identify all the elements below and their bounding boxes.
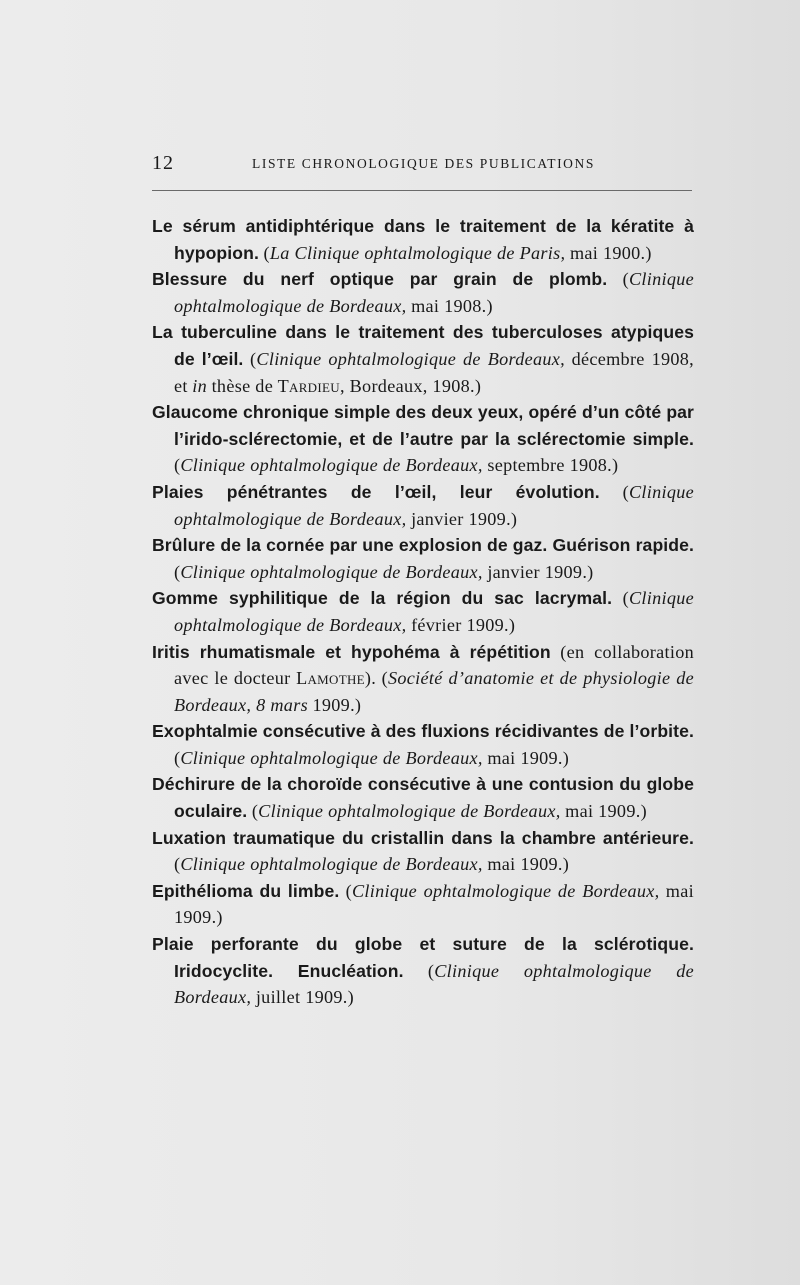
publication-date: février 1909.) <box>411 614 516 635</box>
publication-source: Clinique ophtalmologique de Bordeaux, <box>351 880 660 901</box>
publication-date: mai 1909.) <box>565 801 647 822</box>
publication-entry <box>152 319 694 399</box>
publication-list <box>152 213 694 1011</box>
publication-source: Clinique ophtalmologique de Bordeaux, <box>258 801 561 822</box>
source-open: ( <box>427 960 435 981</box>
publication-source: Clinique ophtalmologique de Bordeaux, <box>180 455 483 476</box>
publication-entry <box>152 585 694 638</box>
publication-title: Plaie perforante du globe et suture de la sclérotique. Iridocyclite. Enucléation. <box>152 934 694 981</box>
publication-entry <box>152 532 694 585</box>
source-open: ( <box>174 747 181 768</box>
publication-entry <box>152 399 694 479</box>
publication-title: Plaies pénétrantes de l’œil, leur évolution. <box>152 481 600 502</box>
publication-entry <box>152 771 694 824</box>
publication-source: Clinique ophtalmologique de Bordeaux, <box>174 269 695 316</box>
running-title: LISTE CHRONOLOGIQUE DES PUBLICATIONS <box>252 156 595 171</box>
publication-source: Clinique ophtalmologique de Bordeaux, <box>174 960 694 1008</box>
publication-title: La tuberculine dans le traitement des tuberculoses atypiques de l’œil. <box>152 322 694 369</box>
publication-date: mai 1909.) <box>174 880 694 928</box>
source-open: ( <box>622 588 629 609</box>
publication-source: La Clinique ophtalmologique de Paris, <box>269 242 566 263</box>
publication-date: mai 1909.) <box>487 747 570 768</box>
publication-date: mai 1908.) <box>411 295 493 316</box>
publication-date: septembre 1908.) <box>487 455 619 476</box>
author-name: Lamothe <box>296 668 365 689</box>
publication-date: mai 1900.) <box>569 242 652 263</box>
publication-title: Exophtalmie consécutive à des fluxions récidivantes de l’orbite. <box>152 721 694 742</box>
publication-date: 1909.) <box>312 694 362 715</box>
publication-source: Clinique ophtalmologique de Bordeaux, <box>174 481 694 529</box>
source-open: ( <box>174 455 181 476</box>
source-open: ( <box>622 269 629 290</box>
publication-source: Société d’anatomie et de physiologie de Bordeaux, 8 mars <box>174 668 694 715</box>
publication-place: , Bordeaux, 1908.) <box>339 375 482 396</box>
publication-title: Le sérum antidiphtérique dans le traitement de la kératite à hypopion. <box>152 216 694 263</box>
publication-entry <box>152 718 694 771</box>
publication-date: juillet 1909.) <box>255 987 354 1008</box>
publication-entry <box>152 931 694 1011</box>
publication-source: Clinique ophtalmologique de Bordeaux, <box>174 588 695 635</box>
page-number: 12 <box>152 152 174 174</box>
publication-title: Iritis rhumatismale et hypohéma à répétition <box>152 641 551 662</box>
publication-title: Déchirure de la choroïde consécutive à une contusion du globe oculaire. <box>152 774 694 822</box>
in-word: in <box>192 375 208 396</box>
source-open: ( <box>345 880 352 901</box>
publication-source: Clinique ophtalmologique de Bordeaux, <box>180 561 483 582</box>
publication-date: décembre 1908, et <box>174 348 695 396</box>
publication-source: Clinique ophtalmologique de Bordeaux, <box>180 747 483 768</box>
publication-title: Luxation traumatique du cristallin dans la chambre antérieure. <box>152 827 694 848</box>
collaboration-close: ). <box>364 668 377 689</box>
publication-title: Brûlure de la cornée par une explosion de gaz. Guérison rapide. <box>152 535 694 556</box>
source-open: ( <box>174 561 181 582</box>
source-open: ( <box>381 668 388 689</box>
publication-entry <box>152 479 694 532</box>
publication-entry <box>152 825 694 878</box>
source-open: ( <box>250 348 257 369</box>
publication-entry <box>152 266 694 319</box>
publication-date: janvier 1909.) <box>487 561 594 582</box>
publication-date: janvier 1909.) <box>411 508 518 529</box>
publication-title: Gomme syphilitique de la région du sac lacrymal. <box>152 588 613 609</box>
source-open: ( <box>263 242 270 263</box>
publication-source: Clinique ophtalmologique de Bordeaux, <box>180 854 483 875</box>
publication-title: Epithélioma du limbe. <box>152 880 340 901</box>
publication-title: Glaucome chronique simple des deux yeux, opéré d’un côté par l’irido-sclérectomie, et de l’autre par la sclérectomie simple. <box>152 402 694 449</box>
publication-date: mai 1909.) <box>487 854 570 875</box>
publication-source: Clinique ophtalmologique de Bordeaux, <box>256 348 565 369</box>
thesis-label: thèse de <box>211 375 274 396</box>
source-open: ( <box>622 481 629 502</box>
publication-entry <box>152 878 694 931</box>
publication-entry <box>152 213 694 266</box>
collaboration-note: (en collaboration avec le docteur <box>174 641 694 689</box>
page-header <box>152 152 692 182</box>
header-rule <box>152 190 692 191</box>
publication-title: Blessure du nerf optique par grain de plomb. <box>152 269 608 290</box>
author-name: Tardieu <box>277 375 340 396</box>
source-open: ( <box>251 801 259 822</box>
source-open: ( <box>174 854 181 875</box>
publication-entry <box>152 639 694 719</box>
